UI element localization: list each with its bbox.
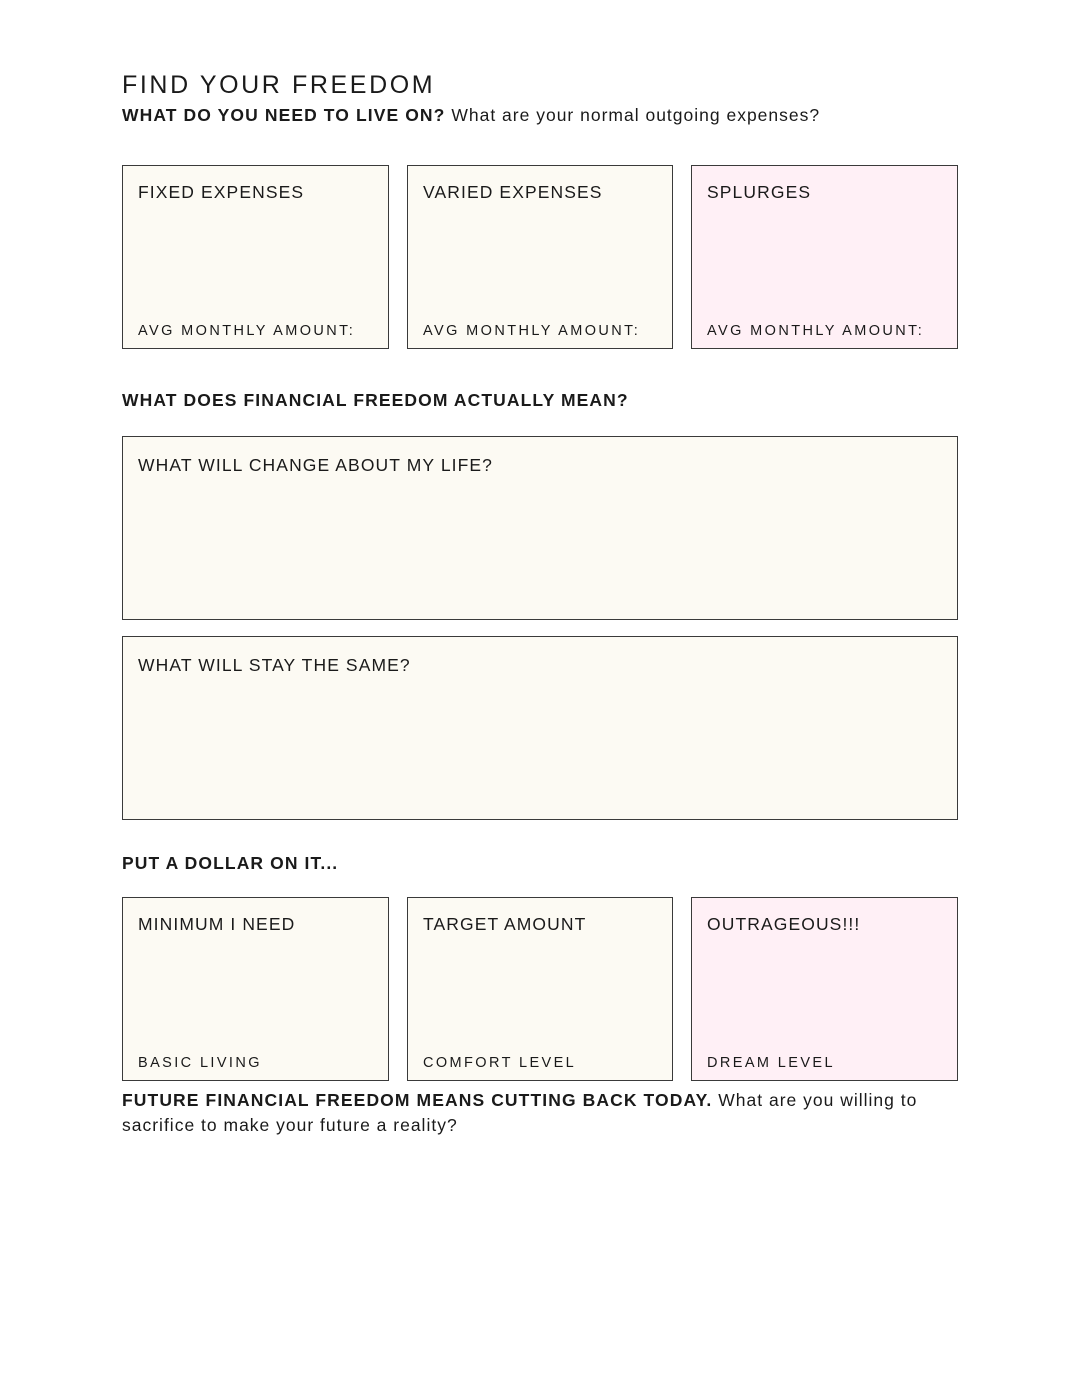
varied-expenses-box[interactable] bbox=[407, 165, 673, 349]
stay-same-box[interactable] bbox=[122, 636, 958, 820]
box-footer: COMFORT LEVEL bbox=[423, 1055, 577, 1071]
box-title: SPLURGES bbox=[707, 182, 812, 202]
target-box[interactable] bbox=[407, 897, 673, 1081]
minimum-box[interactable] bbox=[122, 897, 389, 1081]
sacrifice-prompt-bold: FUTURE FINANCIAL FREEDOM MEANS CUTTING BACK TODAY. bbox=[122, 1090, 713, 1110]
box-title: WHAT WILL STAY THE SAME? bbox=[138, 655, 411, 675]
living-prompt bbox=[122, 103, 820, 128]
box-footer: BASIC LIVING bbox=[138, 1055, 262, 1071]
living-prompt-text: What are your normal outgoing expenses? bbox=[451, 105, 821, 125]
box-title: OUTRAGEOUS!!! bbox=[707, 914, 861, 934]
splurges-box[interactable] bbox=[691, 165, 958, 349]
living-prompt-bold: WHAT DO YOU NEED TO LIVE ON? bbox=[122, 105, 446, 125]
box-title: TARGET AMOUNT bbox=[423, 914, 587, 934]
box-title: WHAT WILL CHANGE ABOUT MY LIFE? bbox=[138, 455, 494, 475]
fixed-expenses-box[interactable] bbox=[122, 165, 389, 349]
meaning-heading: WHAT DOES FINANCIAL FREEDOM ACTUALLY MEAN? bbox=[122, 390, 629, 410]
box-footer: AVG MONTHLY AMOUNT: bbox=[707, 323, 925, 339]
dollar-heading: PUT A DOLLAR ON IT... bbox=[122, 853, 339, 873]
sacrifice-prompt bbox=[122, 1088, 962, 1138]
sacrifice-prompt-text: What are you willing to sacrifice to make your future a reality? bbox=[122, 1090, 918, 1135]
page-title: FIND YOUR FREEDOM bbox=[122, 71, 436, 99]
box-title: MINIMUM I NEED bbox=[138, 914, 296, 934]
box-footer: AVG MONTHLY AMOUNT: bbox=[423, 323, 641, 339]
change-box[interactable] bbox=[122, 436, 958, 620]
box-title: VARIED EXPENSES bbox=[423, 182, 603, 202]
outrageous-box[interactable] bbox=[691, 897, 958, 1081]
box-footer: AVG MONTHLY AMOUNT: bbox=[138, 323, 356, 339]
box-footer: DREAM LEVEL bbox=[707, 1055, 835, 1071]
box-title: FIXED EXPENSES bbox=[138, 182, 305, 202]
